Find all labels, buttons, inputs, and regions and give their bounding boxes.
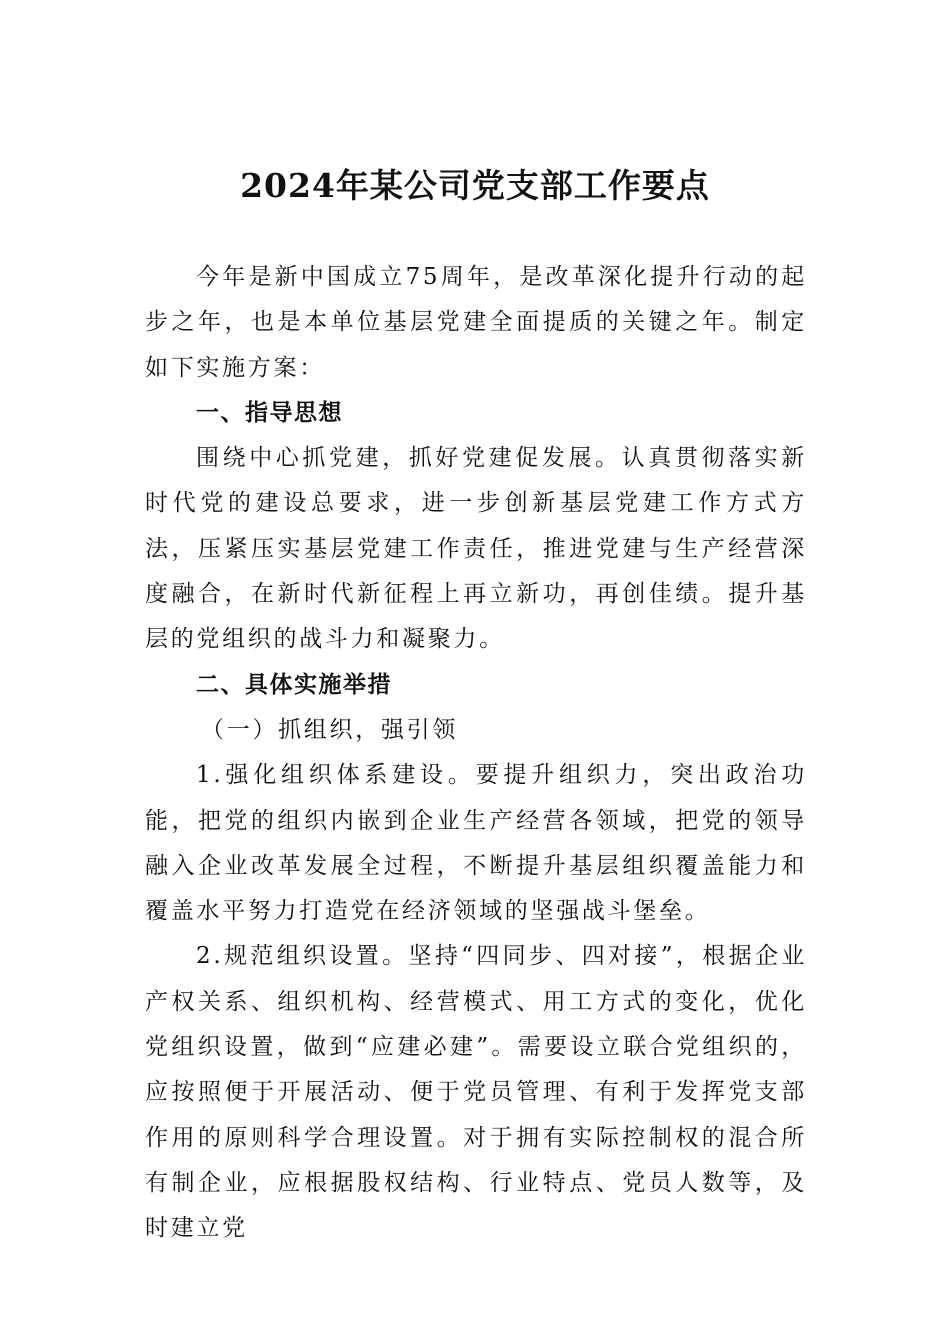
item-paragraph-1: 1.强化组织体系建设。要提升组织力，突出政治功能，把党的组织内嵌到企业生产经营各领域，把党的领导融入企业改革发展全过程，不断提升基层组织覆盖能力和覆盖水平努力打造党在经济领域的坚强战斗堡垒。 <box>145 762 807 925</box>
section-heading-measures: 二、具体实施举措 <box>196 671 392 698</box>
item-paragraph-2: 2.规范组织设置。坚持“四同步、四对接”，根据企业产权关系、组织机构、经营模式、用工方式的变化，优化党组织设置，做到“应建必建”。需要设立联合党组织的，应按照便于开展活动、便于党员管理、有利于发挥党支部作用的原则科学合理设置。对于拥有实际控制权的混合所有制企业，应根据股权结构、行业特点、党员人数等，及时建立党 <box>145 943 807 1242</box>
section-heading-guiding-ideology: 一、指导思想 <box>196 399 343 426</box>
subsection-heading-organization: （一）抓组织，强引领 <box>201 716 458 743</box>
guiding-ideology-paragraph: 围绕中心抓党建，抓好党建促发展。认真贯彻落实新时代党的建设总要求，进一步创新基层党建工作方式方法，压紧压实基层党建工作责任，推进党建与生产经营深度融合，在新时代新征程上再立新功，再创佳绩。提升基层的党组织的战斗力和凝聚力。 <box>145 445 807 653</box>
document-title: 2024年某公司党支部工作要点 <box>240 166 710 205</box>
intro-paragraph: 今年是新中国成立75周年，是改革深化提升行动的起步之年，也是本单位基层党建全面提质的关键之年。制定如下实施方案： <box>145 264 807 381</box>
document-body <box>145 255 807 1252</box>
